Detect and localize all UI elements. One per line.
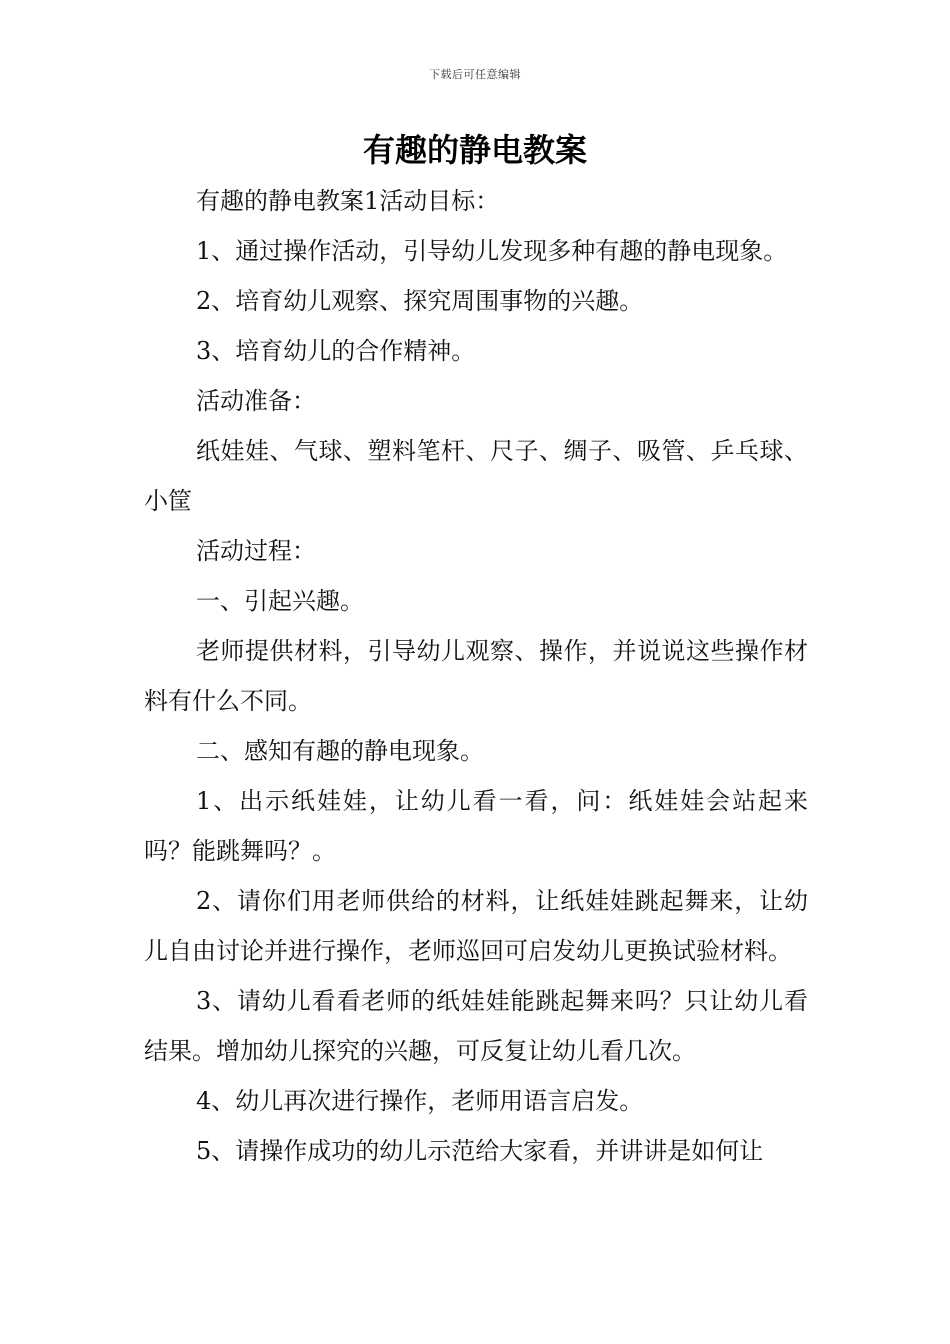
paragraph: 5、请操作成功的幼儿示范给大家看，并讲讲是如何让 [196, 1137, 764, 1165]
paragraph: 活动准备： [196, 387, 316, 415]
paragraph: 3、培育幼儿的合作精神。 [196, 337, 476, 365]
paragraph: 老师提供材料，引导幼儿观察、操作，并说说这些操作材料有什么不同。 [144, 637, 808, 715]
paragraph: 1、通过操作活动，引导幼儿发现多种有趣的静电现象。 [196, 237, 788, 265]
paragraph: 一、引起兴趣。 [196, 587, 364, 615]
document-body [144, 176, 808, 1176]
paragraph: 纸娃娃、气球、塑料笔杆、尺子、绸子、吸管、乒乓球、小筐 [144, 437, 808, 515]
paragraph: 4、幼儿再次进行操作，老师用语言启发。 [196, 1087, 644, 1115]
paragraph: 2、请你们用老师供给的材料，让纸娃娃跳起舞来，让幼儿自由讨论并进行操作，老师巡回可启发幼儿更换试验材料。 [144, 887, 808, 965]
paragraph: 有趣的静电教案1活动目标： [196, 187, 500, 215]
paragraph: 2、培育幼儿观察、探究周围事物的兴趣。 [196, 287, 644, 315]
paragraph: 活动过程： [196, 537, 316, 565]
page-title: 有趣的静电教案 [362, 131, 587, 169]
paragraph: 3、请幼儿看看老师的纸娃娃能跳起舞来吗？只让幼儿看结果。增加幼儿探究的兴趣，可反复让幼儿看几次。 [144, 987, 808, 1065]
header-note: 下载后可任意编辑 [429, 68, 521, 81]
paragraph: 二、感知有趣的静电现象。 [196, 737, 484, 765]
paragraph: 1、出示纸娃娃，让幼儿看一看，问：纸娃娃会站起来吗？能跳舞吗？。 [144, 787, 808, 865]
